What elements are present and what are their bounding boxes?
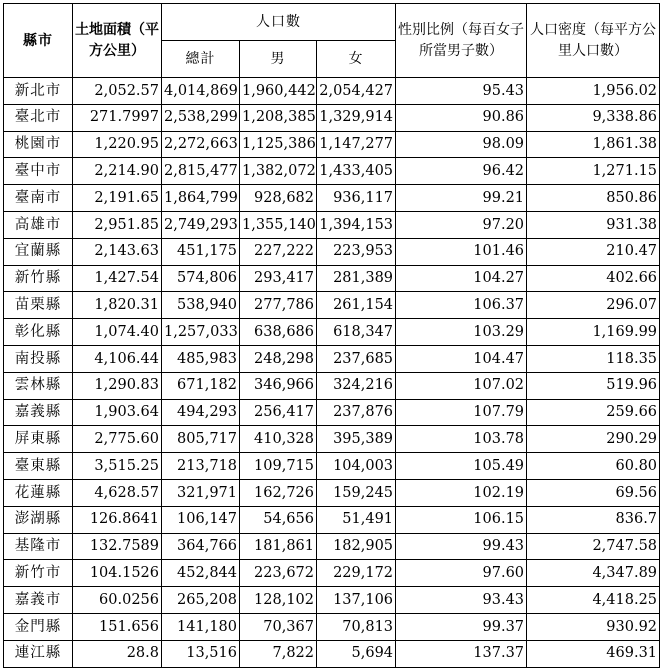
total-cell: 2,538,299: [162, 104, 240, 131]
table-row: [4, 319, 660, 346]
sex-ratio-cell: 99.37: [396, 613, 527, 640]
header-area: 土地面積（平方公里）: [73, 4, 162, 78]
table-row: [4, 265, 660, 292]
header-county: 縣市: [4, 4, 73, 78]
table-row: [4, 560, 660, 587]
female-cell: 395,389: [317, 426, 396, 453]
county-cell: 高雄市: [4, 211, 73, 238]
sex-ratio-cell: 137.37: [396, 640, 527, 667]
total-cell: 1,257,033: [162, 319, 240, 346]
male-cell: 54,656: [240, 506, 317, 533]
density-cell: 402.66: [527, 265, 660, 292]
male-cell: 223,672: [240, 560, 317, 587]
table-row: [4, 426, 660, 453]
county-cell: 臺中市: [4, 158, 73, 185]
sex-ratio-cell: 103.29: [396, 319, 527, 346]
county-cell: 新北市: [4, 78, 73, 105]
sex-ratio-cell: 95.43: [396, 78, 527, 105]
header-sex-ratio: 性別比例（每百女子所當男子數）: [396, 4, 527, 78]
male-cell: 162,726: [240, 479, 317, 506]
male-cell: 1,125,386: [240, 131, 317, 158]
female-cell: 1,394,153: [317, 211, 396, 238]
female-cell: 137,106: [317, 587, 396, 614]
header-total: 總計: [162, 41, 240, 78]
county-cell: 臺北市: [4, 104, 73, 131]
county-cell: 基隆市: [4, 533, 73, 560]
total-cell: 106,147: [162, 506, 240, 533]
county-cell: 臺南市: [4, 185, 73, 212]
area-cell: 4,628.57: [73, 479, 162, 506]
area-cell: 2,775.60: [73, 426, 162, 453]
male-cell: 128,102: [240, 587, 317, 614]
density-cell: 290.29: [527, 426, 660, 453]
density-cell: 9,338.86: [527, 104, 660, 131]
density-cell: 850.86: [527, 185, 660, 212]
population-table: [3, 3, 660, 668]
county-cell: 花蓮縣: [4, 479, 73, 506]
female-cell: 51,491: [317, 506, 396, 533]
male-cell: 70,367: [240, 613, 317, 640]
female-cell: 237,685: [317, 345, 396, 372]
area-cell: 3,515.25: [73, 453, 162, 480]
county-cell: 連江縣: [4, 640, 73, 667]
area-cell: 271.7997: [73, 104, 162, 131]
female-cell: 159,245: [317, 479, 396, 506]
header-male: 男: [240, 41, 317, 78]
density-cell: 836.7: [527, 506, 660, 533]
area-cell: 151.656: [73, 613, 162, 640]
table-row: [4, 506, 660, 533]
total-cell: 805,717: [162, 426, 240, 453]
male-cell: 410,328: [240, 426, 317, 453]
area-cell: 1,290.83: [73, 372, 162, 399]
female-cell: 618,347: [317, 319, 396, 346]
total-cell: 213,718: [162, 453, 240, 480]
female-cell: 223,953: [317, 238, 396, 265]
total-cell: 485,983: [162, 345, 240, 372]
density-cell: 1,861.38: [527, 131, 660, 158]
table-row: [4, 211, 660, 238]
sex-ratio-cell: 103.78: [396, 426, 527, 453]
female-cell: 70,813: [317, 613, 396, 640]
table-row: [4, 185, 660, 212]
county-cell: 嘉義市: [4, 587, 73, 614]
sex-ratio-cell: 96.42: [396, 158, 527, 185]
table-row: [4, 292, 660, 319]
density-cell: 118.35: [527, 345, 660, 372]
area-cell: 104.1526: [73, 560, 162, 587]
total-cell: 364,766: [162, 533, 240, 560]
table-row: [4, 533, 660, 560]
sex-ratio-cell: 93.43: [396, 587, 527, 614]
sex-ratio-cell: 97.60: [396, 560, 527, 587]
table-row: [4, 587, 660, 614]
county-cell: 澎湖縣: [4, 506, 73, 533]
sex-ratio-cell: 104.47: [396, 345, 527, 372]
sex-ratio-cell: 105.49: [396, 453, 527, 480]
density-cell: 931.38: [527, 211, 660, 238]
area-cell: 1,074.40: [73, 319, 162, 346]
total-cell: 494,293: [162, 399, 240, 426]
sex-ratio-cell: 106.15: [396, 506, 527, 533]
female-cell: 104,003: [317, 453, 396, 480]
female-cell: 1,329,914: [317, 104, 396, 131]
density-cell: 519.96: [527, 372, 660, 399]
male-cell: 1,355,140: [240, 211, 317, 238]
male-cell: 227,222: [240, 238, 317, 265]
area-cell: 2,214.90: [73, 158, 162, 185]
table-row: [4, 372, 660, 399]
male-cell: 277,786: [240, 292, 317, 319]
total-cell: 321,971: [162, 479, 240, 506]
county-cell: 臺東縣: [4, 453, 73, 480]
female-cell: 229,172: [317, 560, 396, 587]
density-cell: 60.80: [527, 453, 660, 480]
county-cell: 雲林縣: [4, 372, 73, 399]
table-row: [4, 158, 660, 185]
density-cell: 2,747.58: [527, 533, 660, 560]
female-cell: 281,389: [317, 265, 396, 292]
density-cell: 4,418.25: [527, 587, 660, 614]
area-cell: 1,820.31: [73, 292, 162, 319]
sex-ratio-cell: 104.27: [396, 265, 527, 292]
area-cell: 1,903.64: [73, 399, 162, 426]
male-cell: 7,822: [240, 640, 317, 667]
table-row: [4, 399, 660, 426]
table-row: [4, 238, 660, 265]
sex-ratio-cell: 98.09: [396, 131, 527, 158]
county-cell: 金門縣: [4, 613, 73, 640]
table-row: [4, 640, 660, 667]
county-cell: 彰化縣: [4, 319, 73, 346]
header-density: 人口密度（每平方公里人口數）: [527, 4, 660, 78]
sex-ratio-cell: 99.43: [396, 533, 527, 560]
density-cell: 1,956.02: [527, 78, 660, 105]
density-cell: 4,347.89: [527, 560, 660, 587]
county-cell: 苗栗縣: [4, 292, 73, 319]
density-cell: 296.07: [527, 292, 660, 319]
male-cell: 248,298: [240, 345, 317, 372]
area-cell: 28.8: [73, 640, 162, 667]
county-cell: 桃園市: [4, 131, 73, 158]
density-cell: 69.56: [527, 479, 660, 506]
area-cell: 132.7589: [73, 533, 162, 560]
header-female: 女: [317, 41, 396, 78]
female-cell: 237,876: [317, 399, 396, 426]
sex-ratio-cell: 102.19: [396, 479, 527, 506]
male-cell: 928,682: [240, 185, 317, 212]
county-cell: 嘉義縣: [4, 399, 73, 426]
male-cell: 1,960,442: [240, 78, 317, 105]
area-cell: 126.8641: [73, 506, 162, 533]
county-cell: 新竹市: [4, 560, 73, 587]
sex-ratio-cell: 99.21: [396, 185, 527, 212]
total-cell: 2,749,293: [162, 211, 240, 238]
table-row: [4, 78, 660, 105]
total-cell: 538,940: [162, 292, 240, 319]
female-cell: 324,216: [317, 372, 396, 399]
total-cell: 2,815,477: [162, 158, 240, 185]
total-cell: 451,175: [162, 238, 240, 265]
total-cell: 1,864,799: [162, 185, 240, 212]
total-cell: 13,516: [162, 640, 240, 667]
total-cell: 452,844: [162, 560, 240, 587]
total-cell: 574,806: [162, 265, 240, 292]
area-cell: 1,427.54: [73, 265, 162, 292]
male-cell: 181,861: [240, 533, 317, 560]
male-cell: 109,715: [240, 453, 317, 480]
sex-ratio-cell: 90.86: [396, 104, 527, 131]
male-cell: 1,208,385: [240, 104, 317, 131]
male-cell: 638,686: [240, 319, 317, 346]
sex-ratio-cell: 106.37: [396, 292, 527, 319]
county-cell: 屏東縣: [4, 426, 73, 453]
total-cell: 2,272,663: [162, 131, 240, 158]
female-cell: 936,117: [317, 185, 396, 212]
density-cell: 1,169.99: [527, 319, 660, 346]
area-cell: 2,052.57: [73, 78, 162, 105]
table-row: [4, 479, 660, 506]
area-cell: 1,220.95: [73, 131, 162, 158]
male-cell: 346,966: [240, 372, 317, 399]
male-cell: 256,417: [240, 399, 317, 426]
female-cell: 261,154: [317, 292, 396, 319]
total-cell: 141,180: [162, 613, 240, 640]
area-cell: 4,106.44: [73, 345, 162, 372]
density-cell: 930.92: [527, 613, 660, 640]
female-cell: 1,147,277: [317, 131, 396, 158]
male-cell: 1,382,072: [240, 158, 317, 185]
county-cell: 南投縣: [4, 345, 73, 372]
sex-ratio-cell: 101.46: [396, 238, 527, 265]
table-row: [4, 131, 660, 158]
total-cell: 4,014,869: [162, 78, 240, 105]
area-cell: 2,143.63: [73, 238, 162, 265]
table-row: [4, 613, 660, 640]
female-cell: 1,433,405: [317, 158, 396, 185]
area-cell: 60.0256: [73, 587, 162, 614]
county-cell: 新竹縣: [4, 265, 73, 292]
sex-ratio-cell: 107.02: [396, 372, 527, 399]
sex-ratio-cell: 97.20: [396, 211, 527, 238]
density-cell: 469.31: [527, 640, 660, 667]
table-row: [4, 104, 660, 131]
male-cell: 293,417: [240, 265, 317, 292]
header-population: 人口數: [162, 4, 396, 41]
area-cell: 2,191.65: [73, 185, 162, 212]
female-cell: 182,905: [317, 533, 396, 560]
female-cell: 2,054,427: [317, 78, 396, 105]
total-cell: 671,182: [162, 372, 240, 399]
area-cell: 2,951.85: [73, 211, 162, 238]
table-row: [4, 345, 660, 372]
county-cell: 宜蘭縣: [4, 238, 73, 265]
density-cell: 1,271.15: [527, 158, 660, 185]
total-cell: 265,208: [162, 587, 240, 614]
sex-ratio-cell: 107.79: [396, 399, 527, 426]
density-cell: 210.47: [527, 238, 660, 265]
density-cell: 259.66: [527, 399, 660, 426]
table-row: [4, 453, 660, 480]
female-cell: 5,694: [317, 640, 396, 667]
